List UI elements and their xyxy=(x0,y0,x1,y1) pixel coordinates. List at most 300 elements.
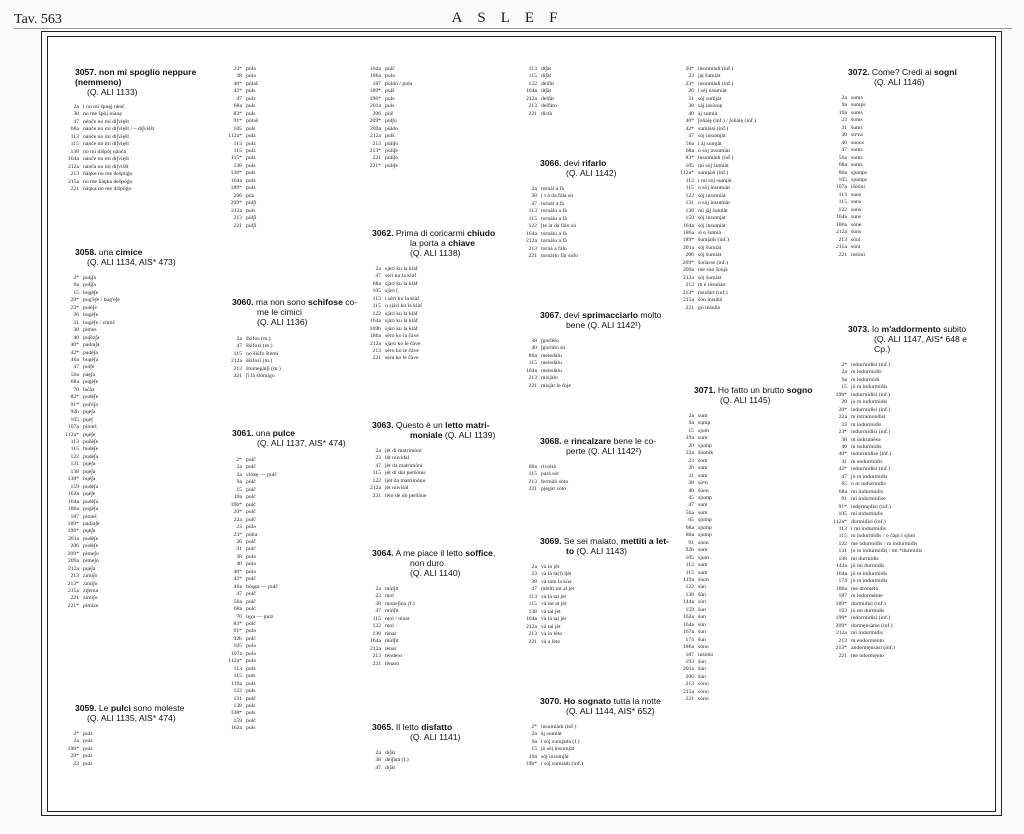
dialect-form: di∫àt xyxy=(385,750,396,756)
dialect-form: bugè∫e xyxy=(83,289,99,296)
dialect-form: pulč xyxy=(246,501,256,508)
list-item xyxy=(680,435,713,442)
dialect-form: pulč xyxy=(246,717,256,724)
dialect-form: m indurmidìs xyxy=(851,421,882,428)
location-code: 213 xyxy=(838,236,847,243)
entry-3065-heading: 3065. Il letto disfatto (Q. ALI 1141) xyxy=(372,722,461,743)
list-item xyxy=(65,746,93,753)
dialect-form: jò mi durmidìs xyxy=(851,607,885,614)
dialect-form: insumiàdi (inf.) xyxy=(698,155,734,162)
dialect-form: nènče no mi di∫vięšt xyxy=(83,118,129,125)
location-code: 113 xyxy=(233,665,242,672)
list-item xyxy=(65,588,120,595)
location-code: 91* xyxy=(838,503,847,510)
location-code: 2a xyxy=(73,738,79,745)
location-code: 138 xyxy=(528,608,537,615)
list-item xyxy=(367,88,412,95)
list-item xyxy=(833,177,867,184)
list-item xyxy=(523,208,578,215)
location-code: 186a xyxy=(369,73,381,80)
list-item xyxy=(680,413,713,420)
location-code: 47 xyxy=(236,343,242,350)
location-code: 3a xyxy=(236,471,242,478)
dialect-form: sums xyxy=(851,147,863,154)
list-item xyxy=(367,448,427,455)
location-code: 2* xyxy=(236,457,242,463)
location-code: 56a xyxy=(838,154,847,161)
list-item xyxy=(523,345,571,352)
location-code: 113 xyxy=(838,191,847,198)
list-item xyxy=(65,342,120,349)
location-code: 23* xyxy=(233,531,242,538)
location-code: 113 xyxy=(838,525,847,532)
dialect-form: sòj insumjàt xyxy=(698,133,726,140)
list-item xyxy=(680,88,756,95)
dialect-form: jò m indurmidìs xyxy=(851,399,888,406)
list-item xyxy=(367,341,422,348)
list-item xyxy=(228,681,278,688)
dialect-form: zìmi∫o xyxy=(83,573,98,580)
list-item xyxy=(65,536,120,543)
dialect-form: sum xyxy=(698,569,708,576)
location-code: 206 xyxy=(233,192,242,199)
list-item xyxy=(367,141,412,148)
location-code: 112a* xyxy=(228,133,242,140)
list-item xyxy=(65,499,120,506)
location-code: 131 xyxy=(685,200,694,207)
location-code: 68a xyxy=(372,280,381,287)
dialect-form: sjum xyxy=(698,427,710,434)
dialect-form: tornàrlo fàr sùfo xyxy=(541,253,578,260)
list-item xyxy=(833,110,867,117)
dialect-form: indurmidìsi (inf.) xyxy=(851,429,891,436)
list-item xyxy=(523,353,571,360)
location-code: 113 xyxy=(70,438,79,445)
location-code: 70 xyxy=(73,386,79,393)
dialect-form: sùn xyxy=(698,599,706,606)
location-code: 107a xyxy=(835,184,847,191)
location-code: 105 xyxy=(233,643,242,650)
dialect-form: sòj sumjàt xyxy=(698,95,722,102)
dialect-form: pųè∫a xyxy=(83,461,96,468)
dialect-form: pìme∫o xyxy=(83,550,99,557)
dialect-form: pudè∫a xyxy=(83,498,99,505)
location-code: 38 xyxy=(531,578,537,585)
location-code: 40 xyxy=(236,561,242,568)
dialect-form: inśòńo xyxy=(698,651,714,658)
dialect-form: sjàri ku la klàf xyxy=(385,318,418,325)
dialect-form: sùn xyxy=(698,621,706,628)
location-code: 122 xyxy=(528,80,537,87)
dialect-form: suns xyxy=(851,199,862,206)
list-item xyxy=(65,379,120,386)
location-code: 213 xyxy=(372,653,381,660)
list-item xyxy=(228,614,278,621)
list-item xyxy=(65,290,120,297)
list-item xyxy=(680,282,756,289)
dialect-form: misjàr le fòje xyxy=(541,382,572,389)
location-code: 159 xyxy=(233,717,242,724)
dialect-form: sjèri ku la klàf xyxy=(385,266,418,272)
dialect-form: pulz xyxy=(246,147,256,154)
list-item xyxy=(523,479,568,486)
location-code: 221 xyxy=(528,638,537,645)
location-code: 47 xyxy=(236,591,242,598)
list-item xyxy=(833,140,867,147)
list-item xyxy=(228,479,278,486)
dialect-form: šùon xyxy=(698,487,709,494)
list-item xyxy=(523,111,557,118)
dialect-form: tornàlu a fà xyxy=(541,215,567,222)
list-item xyxy=(680,297,756,304)
dialect-form: jò m indurmidìs xyxy=(851,570,888,577)
location-code: 42* xyxy=(233,576,242,583)
location-code: 186a xyxy=(835,585,847,592)
location-code: 209* xyxy=(682,259,694,266)
dialect-form: sjàri [ xyxy=(385,288,399,295)
location-code: 113 xyxy=(528,208,537,215)
dialect-form: puls xyxy=(246,725,256,732)
entry-3060-list xyxy=(228,336,281,381)
location-code: 131 xyxy=(838,548,847,555)
dialect-form: ∫gorlèlo xyxy=(541,338,559,344)
list-item xyxy=(367,608,415,615)
list-item xyxy=(680,126,756,133)
dialect-form: pùlč xyxy=(246,479,256,486)
list-item xyxy=(367,653,415,660)
list-item xyxy=(833,214,867,221)
location-code: 113 xyxy=(528,66,537,72)
location-code: 9a xyxy=(841,102,847,109)
dialect-form: meiedàlu xyxy=(541,360,562,367)
location-code: 42* xyxy=(233,88,242,95)
entry-3060-heading: 3060. ma non sono schifose co- me le cimici (Q. ALI 1136) xyxy=(232,297,358,328)
dialect-form: pulz xyxy=(83,745,93,752)
list-item xyxy=(228,141,258,148)
dialect-form: pulə xyxy=(246,650,256,657)
location-code: 107a xyxy=(230,650,242,657)
location-code: 112a* xyxy=(65,431,79,438)
dialect-form: puls xyxy=(246,673,256,680)
dialect-form: ∫oñàię (inf.) / ∫oñàię (inf.) xyxy=(698,118,757,125)
location-code: 212a xyxy=(525,238,537,245)
location-code: 115 xyxy=(685,569,694,576)
dialect-form: pulš xyxy=(385,133,395,140)
dialect-form: jèt di dòi peršònis xyxy=(385,470,426,477)
entry-3066-list xyxy=(523,186,578,261)
dialect-form: dei∫àta (f.) xyxy=(385,757,409,764)
location-code: 47 xyxy=(375,462,381,469)
location-code: 65 xyxy=(688,517,694,524)
dialect-form: pu∫èz∫a xyxy=(83,334,100,341)
list-item xyxy=(680,644,713,651)
location-code: 164a xyxy=(525,230,537,237)
list-item xyxy=(65,514,120,521)
list-item xyxy=(833,377,922,384)
dialect-form: zìmi∫o xyxy=(83,595,98,602)
location-code: 221 xyxy=(70,595,79,602)
dialect-form: sum xyxy=(698,435,708,442)
location-code: 23 xyxy=(236,524,242,531)
location-code: 113 xyxy=(233,140,242,147)
dialect-form: mol xyxy=(385,623,394,630)
location-code: 164a xyxy=(369,638,381,645)
dialect-form: sòj šumiàt xyxy=(698,252,722,259)
location-code: 115 xyxy=(838,199,847,206)
list-item xyxy=(228,673,278,680)
list-item xyxy=(680,622,713,629)
dialect-form: bųè∫a xyxy=(83,476,96,483)
dialect-form: me ndurmidìs / m indurmidìs xyxy=(851,540,918,547)
dialect-form: pìmeš xyxy=(83,424,97,431)
list-item xyxy=(367,96,412,103)
list-item xyxy=(228,621,278,628)
list-item xyxy=(523,383,571,390)
dialect-form: pùltə xyxy=(246,531,258,538)
location-code: 47 xyxy=(375,608,381,615)
dialect-form: indormidìsi (inf.) xyxy=(851,615,891,622)
location-code: 138 xyxy=(372,630,381,637)
list-item xyxy=(833,630,922,637)
dialect-form: tèndero xyxy=(385,653,403,660)
location-code: 215a xyxy=(682,297,694,304)
entry-3066-heading: 3066. devi rifarlo (Q. ALI 1142) xyxy=(540,158,617,179)
list-item xyxy=(833,192,867,199)
list-item xyxy=(65,409,120,416)
list-item xyxy=(65,484,120,491)
dialect-form: puls xyxy=(246,710,256,717)
location-code: 31 xyxy=(236,546,242,553)
dialect-form: durmidìsi (inf.) xyxy=(851,600,886,607)
list-item xyxy=(680,118,756,125)
list-item xyxy=(680,81,756,88)
list-item xyxy=(833,645,922,652)
location-code: 131 xyxy=(233,695,242,702)
dialect-form: tornàlu a fà xyxy=(541,208,567,215)
dialect-form: và a lèto xyxy=(541,638,561,645)
dialect-form: mi indurmidìs xyxy=(851,630,884,637)
dialect-form: ñàŋke no me dešpùǵo xyxy=(83,171,133,178)
location-code: 105 xyxy=(233,125,242,132)
list-item xyxy=(228,688,278,695)
list-item xyxy=(228,464,278,471)
list-item xyxy=(65,119,154,126)
location-code: 167a xyxy=(682,629,694,636)
list-item xyxy=(680,443,713,450)
dialect-form: šoms xyxy=(851,117,863,124)
location-code: 65 xyxy=(841,481,847,488)
dialect-form: pulč xyxy=(385,66,395,72)
list-item xyxy=(523,571,574,578)
location-code: 221 xyxy=(233,222,242,229)
entry-3071-list xyxy=(680,413,713,704)
dialect-form: pùli∫e xyxy=(385,147,398,154)
list-item xyxy=(680,577,713,584)
location-code: 56a xyxy=(685,509,694,516)
dialect-form: tornàlu a fà xyxy=(541,238,567,245)
list-item xyxy=(228,494,278,501)
dialect-form: và là tal jèt xyxy=(541,593,567,600)
dialect-form: m indurmidìs xyxy=(851,369,882,376)
entry-3062-heading: 3062. Prima di coricarmi chiudo la porta a chiave (Q. ALI 1138) xyxy=(372,228,496,259)
dialect-form: jàj šumiàt xyxy=(698,73,721,80)
location-code: 174 xyxy=(685,636,694,643)
dialect-form: i sèri ku la klàf xyxy=(385,295,420,302)
dialect-form: rivoltà xyxy=(541,464,556,470)
location-code: 209a xyxy=(369,125,381,132)
list-item xyxy=(228,643,278,650)
list-item xyxy=(680,428,713,435)
list-item xyxy=(367,601,415,608)
list-item xyxy=(65,424,120,431)
dialect-form: zìmi∫o xyxy=(83,580,98,587)
dialect-form: pulə xyxy=(246,643,256,650)
dialect-form: sòno xyxy=(698,688,709,695)
dialect-form: dormęnsàrse (inf.) xyxy=(851,622,893,629)
dialect-form: pulč xyxy=(246,591,256,598)
location-code: 115 xyxy=(70,141,79,148)
location-code: 2a xyxy=(73,104,79,110)
list-item xyxy=(65,528,120,535)
dialect-form: pjegàr sòto xyxy=(541,486,567,493)
location-code: 68a xyxy=(685,147,694,154)
dialect-form: pųè∫a xyxy=(83,528,96,535)
list-item xyxy=(833,533,922,540)
list-item xyxy=(228,591,278,598)
dialect-form: pulč xyxy=(246,620,256,627)
location-code: 189* xyxy=(369,88,381,95)
location-code: 213 xyxy=(372,347,381,354)
location-code: 40* xyxy=(685,118,694,125)
list-item xyxy=(228,200,258,207)
dialect-form: [te àt da fàlu sù xyxy=(541,223,577,230)
dialect-form: šùn xyxy=(698,591,706,598)
location-code: 40* xyxy=(70,342,79,349)
list-item xyxy=(523,639,574,646)
dialect-form: i sòj sumjàdə (f.) xyxy=(541,738,580,745)
dialect-form: pìme∫o xyxy=(83,558,99,565)
list-item xyxy=(65,364,120,371)
list-item xyxy=(228,155,258,162)
location-code: 113 xyxy=(685,562,694,569)
location-code: 164a xyxy=(835,570,847,577)
dialect-form: pulč xyxy=(246,546,256,553)
location-code: 162a xyxy=(230,725,242,732)
dialect-form: suons xyxy=(851,139,864,146)
dialect-form: đurmidìsi (inf.) xyxy=(851,518,886,525)
dialect-form: o sjàri ku la klàf xyxy=(385,303,422,310)
location-code: 122 xyxy=(372,310,381,317)
dialect-form: lačàz xyxy=(83,386,95,393)
list-item xyxy=(833,162,867,169)
dialect-form: pùlə xyxy=(246,524,256,531)
list-item xyxy=(833,496,922,503)
location-code: 187 xyxy=(372,80,381,87)
dialect-form: mi indurmidìs xyxy=(851,511,884,518)
list-item xyxy=(833,504,922,511)
list-item xyxy=(228,193,258,200)
dialect-form: và inte la kùa xyxy=(541,578,572,585)
list-item xyxy=(367,638,415,645)
list-item xyxy=(523,66,557,73)
dialect-form: nànča no mi di∫viššt xyxy=(83,163,129,170)
list-item xyxy=(680,200,756,207)
location-code: 80a xyxy=(838,169,847,176)
list-item xyxy=(65,753,93,760)
dialect-form: zì∫ema xyxy=(83,588,99,595)
list-item xyxy=(228,502,278,509)
dialect-form: nànče no mi di∫vięšt / ~ di∫viššt xyxy=(83,126,155,133)
dialect-form: pulə xyxy=(246,553,256,560)
location-code: 189* xyxy=(67,520,79,527)
list-item xyxy=(833,563,922,570)
location-code: 38 xyxy=(73,327,79,334)
location-code: 212a xyxy=(369,485,381,492)
list-item xyxy=(65,350,120,357)
list-item xyxy=(523,586,574,593)
list-item xyxy=(833,117,867,124)
location-code: 115* xyxy=(230,155,242,162)
dialect-form: škìfozi (m.) xyxy=(246,343,273,350)
list-item xyxy=(228,606,278,613)
dialect-form: nànče no mi di∫vięšt xyxy=(83,141,129,148)
location-code: 213* xyxy=(67,580,79,587)
location-code: 115 xyxy=(233,350,242,357)
dialect-form: lèt nuvidàl xyxy=(385,455,410,462)
dialect-form: pulz xyxy=(83,760,93,767)
location-code: 38 xyxy=(841,132,847,139)
dialect-form: mi durmidìs xyxy=(851,555,879,562)
dialect-form: suns xyxy=(851,206,862,213)
location-code: 107a xyxy=(67,424,79,431)
dialect-form: sjump xyxy=(698,532,712,539)
dialect-form: sum xyxy=(698,472,708,479)
location-code: 20* xyxy=(685,66,694,72)
location-code: 221 xyxy=(372,492,381,499)
dialect-form: sàj insònię xyxy=(698,103,723,110)
location-code: 56a xyxy=(70,371,79,378)
location-code: 206 xyxy=(685,252,694,259)
list-item xyxy=(65,446,120,453)
location-code: 174 xyxy=(838,578,847,585)
list-item xyxy=(228,584,278,591)
list-item xyxy=(680,185,756,192)
list-item xyxy=(523,731,583,738)
dialect-form: ∫gorlàlo sù xyxy=(541,345,566,352)
dialect-form: và int al jèt xyxy=(541,601,567,608)
dialect-form: mi jàj šumiàt xyxy=(698,207,728,214)
list-item xyxy=(680,540,713,547)
list-item xyxy=(367,463,427,470)
list-item xyxy=(228,651,278,658)
list-item xyxy=(833,615,922,622)
dialect-form: šun xyxy=(698,629,706,636)
list-item xyxy=(680,584,713,591)
dialect-form: pųè∫a xyxy=(83,409,96,416)
dialect-form: sòj insumiàt xyxy=(698,192,726,199)
location-code: 201a xyxy=(67,535,79,542)
list-item xyxy=(833,586,922,593)
location-code: 212a xyxy=(835,229,847,236)
dialect-form: puls xyxy=(246,162,256,169)
list-item xyxy=(65,134,154,141)
list-item xyxy=(833,526,922,533)
dialect-form: m indurmìdi xyxy=(851,376,880,383)
location-code: 115 xyxy=(528,360,537,367)
dialect-form: di∫àt xyxy=(541,88,552,95)
dialect-form: pulš xyxy=(385,88,395,95)
list-item xyxy=(680,555,713,562)
